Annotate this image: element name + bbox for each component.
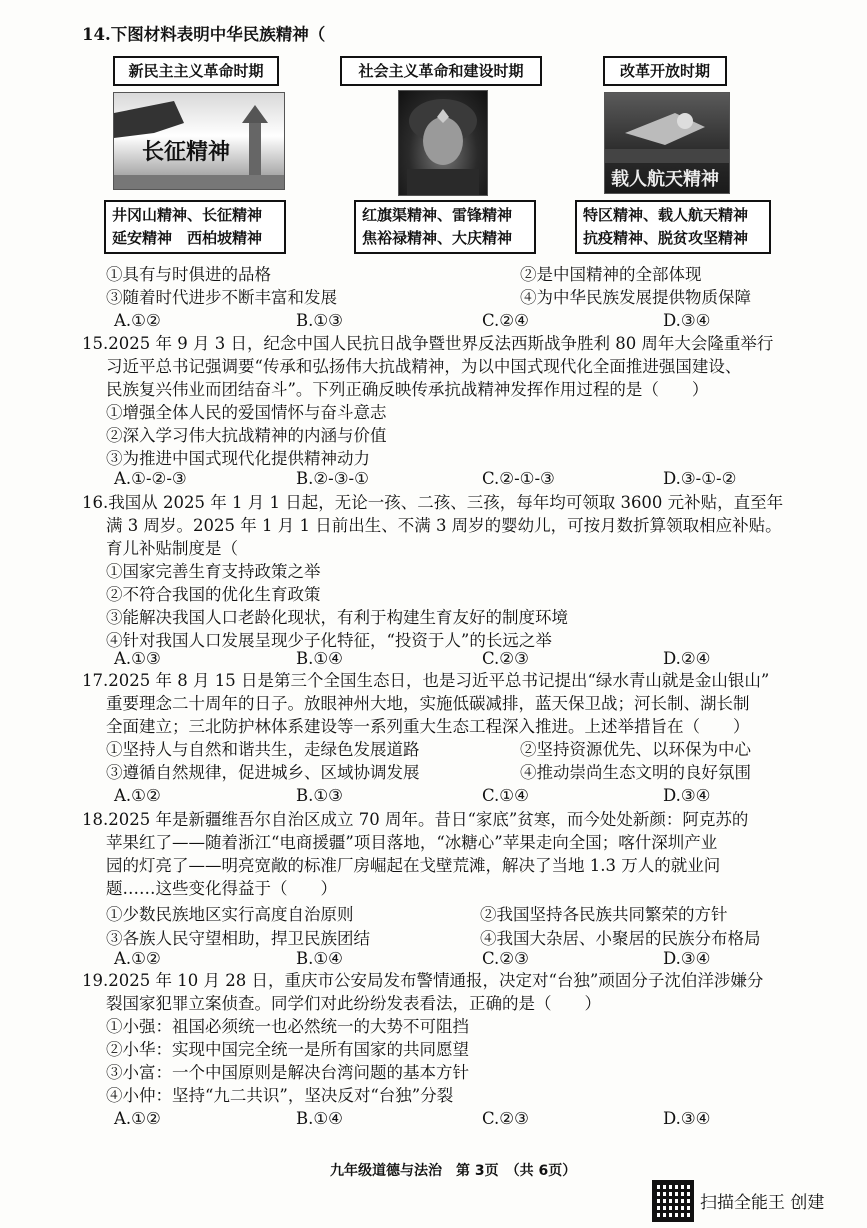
q14-panel3-desc-line2: 抗疫精神、脱贫攻坚精神 bbox=[583, 229, 749, 247]
q15-line1: 15.2025 年 9 月 3 日，纪念中国人民抗日战争暨世界反法西斯战争胜利 80 周年大会隆重举行 bbox=[82, 334, 774, 353]
q17-line3: 全面建立；三北防护林体系建设等一系列重大生态工程深入推进。上述举措旨在（ ） bbox=[106, 717, 750, 736]
q18-opt2: ②我国坚持各民族共同繁荣的方针 bbox=[480, 905, 728, 924]
q15-choice-a[interactable]: A.①-②-③ bbox=[114, 469, 187, 488]
q19-line2: 裂国家犯罪立案侦查。同学们对此纷纷发表看法，正确的是（ ） bbox=[106, 994, 601, 1013]
q18-opt3: ③各族人民守望相助，捍卫民族团结 bbox=[106, 929, 370, 948]
q15-line3: 民族复兴伟业而团结奋斗”。下列正确反映传承抗战精神发挥作用过程的是（ ） bbox=[106, 380, 709, 399]
q14-opt4: ④为中华民族发展提供物质保障 bbox=[520, 288, 751, 307]
qr-code-icon bbox=[652, 1180, 694, 1222]
q14-panel2-desc bbox=[354, 200, 536, 254]
page-footer: 九年级道德与法治 第 3页 （共 6页） bbox=[330, 1163, 577, 1179]
q16-opt2: ②不符合我国的优化生育政策 bbox=[106, 585, 321, 604]
q14-stem: 14.下图材料表明中华民族精神（ bbox=[82, 25, 326, 44]
q19-opt2: ②小华：实现中国完全统一是所有国家的共同愿望 bbox=[106, 1040, 469, 1059]
q14-panel1-period: 新民主主义革命时期 bbox=[113, 56, 279, 86]
q17-choice-b[interactable]: B.①③ bbox=[296, 786, 343, 805]
q14-choice-a[interactable]: A.①② bbox=[114, 311, 161, 330]
q18-opt1: ①少数民族地区实行高度自治原则 bbox=[106, 905, 354, 924]
q15-opt2: ②深入学习伟大抗战精神的内涵与价值 bbox=[106, 426, 387, 445]
q17-opt3: ③遵循自然规律，促进城乡、区域协调发展 bbox=[106, 763, 420, 782]
q15-choice-b[interactable]: B.②-③-① bbox=[296, 469, 369, 488]
q17-choice-d[interactable]: D.③④ bbox=[663, 786, 711, 805]
q14-opt1: ①具有与时俱进的品格 bbox=[106, 265, 271, 284]
q16-line3: 育儿补贴制度是（ bbox=[106, 539, 238, 558]
q19-choice-d[interactable]: D.③④ bbox=[663, 1109, 711, 1128]
q19-opt4: ④小仲：坚持“九二共识”，坚决反对“台独”分裂 bbox=[106, 1086, 454, 1105]
q19-line1: 19.2025 年 10 月 28 日，重庆市公安局发布警情通报，决定对“台独”顽固分子沈伯洋涉嫌分 bbox=[82, 971, 764, 990]
q18-line4: 题……这些变化得益于（ ） bbox=[106, 879, 337, 898]
q18-opt4: ④我国大杂居、小聚居的民族分布格局 bbox=[480, 929, 761, 948]
q19-opt3: ③小富：一个中国原则是解决台湾问题的基本方针 bbox=[106, 1063, 469, 1082]
q17-opt4: ④推动崇尚生态文明的良好氛围 bbox=[520, 763, 751, 782]
scanner-watermark: 扫描全能王 创建 bbox=[700, 1193, 825, 1213]
q18-line1: 18.2025 年是新疆维吾尔自治区成立 70 周年。昔日“家底”贫寒，而今处处新颜：阿克苏的 bbox=[82, 810, 749, 829]
q15-choice-c[interactable]: C.②-①-③ bbox=[482, 469, 555, 488]
q14-panel1-image bbox=[113, 92, 285, 190]
q14-panel1-image-text: 长征精神 bbox=[142, 140, 231, 165]
q19-choice-b[interactable]: B.①④ bbox=[296, 1109, 343, 1128]
q16-opt4: ④针对我国人口发展呈现少子化特征，“投资于人”的长远之举 bbox=[106, 631, 552, 650]
q15-choice-d[interactable]: D.③-①-② bbox=[663, 469, 737, 488]
q18-choice-a[interactable]: A.①② bbox=[114, 949, 161, 968]
q14-choice-c[interactable]: C.②④ bbox=[482, 311, 529, 330]
q17-line1: 17.2025 年 8 月 15 日是第三个全国生态日，也是习近平总书记提出“绿水青山就是金山银山” bbox=[82, 671, 770, 690]
portrait-icon bbox=[399, 91, 487, 195]
q16-choice-c[interactable]: C.②③ bbox=[482, 649, 529, 668]
q14-panel2-period: 社会主义革命和建设时期 bbox=[340, 56, 542, 86]
q16-opt3: ③能解决我国人口老龄化现状，有利于构建生育友好的制度环境 bbox=[106, 608, 568, 627]
q16-choice-a[interactable]: A.①③ bbox=[114, 649, 161, 668]
q17-line2: 重要理念二十周年的日子。放眼神州大地，实施低碳减排，蓝天保卫战；河长制、湖长制 bbox=[106, 694, 750, 713]
q17-choice-c[interactable]: C.①④ bbox=[482, 786, 529, 805]
q14-opt3: ③随着时代进步不断丰富和发展 bbox=[106, 288, 337, 307]
q19-choice-a[interactable]: A.①② bbox=[114, 1109, 161, 1128]
q19-choice-c[interactable]: C.②③ bbox=[482, 1109, 529, 1128]
q14-panel3-image-text: 载人航天精神 bbox=[611, 169, 719, 190]
q14-opt2: ②是中国精神的全部体现 bbox=[520, 265, 702, 284]
q14-panel1-desc bbox=[104, 200, 286, 254]
q16-choice-b[interactable]: B.①④ bbox=[296, 649, 343, 668]
q18-line2: 苹果红了——随着浙江“电商援疆”项目落地，“冰糖心”苹果走向全国；喀什深圳产业 bbox=[106, 833, 718, 852]
q14-choice-d[interactable]: D.③④ bbox=[663, 311, 711, 330]
q17-opt1: ①坚持人与自然和谐共生，走绿色发展道路 bbox=[106, 740, 420, 759]
q16-opt1: ①国家完善生育支持政策之举 bbox=[106, 562, 321, 581]
q16-line2: 满 3 周岁。2025 年 1 月 1 日前出生、不满 3 周岁的婴幼儿，可按月数折算领取相应补贴。 bbox=[106, 516, 782, 535]
q14-choice-b[interactable]: B.①③ bbox=[296, 311, 343, 330]
q14-panel2-image bbox=[398, 90, 488, 196]
q16-line1: 16.我国从 2025 年 1 月 1 日起，无论一孩、二孩、三孩，每年均可领取 3600 元补贴，直至年 bbox=[82, 493, 784, 512]
q17-opt2: ②坚持资源优先、以环保为中心 bbox=[520, 740, 751, 759]
q14-panel2-desc-line2: 焦裕禄精神、大庆精神 bbox=[362, 229, 513, 247]
q18-choice-b[interactable]: B.①④ bbox=[296, 949, 343, 968]
q14-panel1-desc-line1: 井冈山精神、长征精神 bbox=[112, 206, 263, 224]
q14-panel3-image bbox=[604, 92, 730, 194]
q18-line3: 园的灯亮了——明亮宽敞的标准厂房崛起在戈壁荒滩，解决了当地 1.3 万人的就业问 bbox=[106, 856, 721, 875]
q14-panel1-desc-line2: 延安精神 西柏坡精神 bbox=[112, 229, 263, 247]
q15-opt1: ①增强全体人民的爱国情怀与奋斗意志 bbox=[106, 403, 387, 422]
q14-panel3-desc-line1: 特区精神、载人航天精神 bbox=[583, 206, 749, 224]
q15-line2: 习近平总书记强调要“传承和弘扬伟大抗战精神，为以中国式现代化全面推进强国建设、 bbox=[106, 357, 742, 376]
q18-choice-d[interactable]: D.③④ bbox=[663, 949, 711, 968]
q18-choice-c[interactable]: C.②③ bbox=[482, 949, 529, 968]
q15-opt3: ③为推进中国式现代化提供精神动力 bbox=[106, 449, 370, 468]
q16-choice-d[interactable]: D.②④ bbox=[663, 649, 711, 668]
q14-panel3-period: 改革开放时期 bbox=[603, 56, 727, 86]
q19-opt1: ①小强：祖国必须统一也必然统一的大势不可阻挡 bbox=[106, 1017, 469, 1036]
q17-choice-a[interactable]: A.①② bbox=[114, 786, 161, 805]
q14-panel2-desc-line1: 红旗渠精神、雷锋精神 bbox=[362, 206, 513, 224]
q14-panel3-desc bbox=[575, 200, 771, 254]
